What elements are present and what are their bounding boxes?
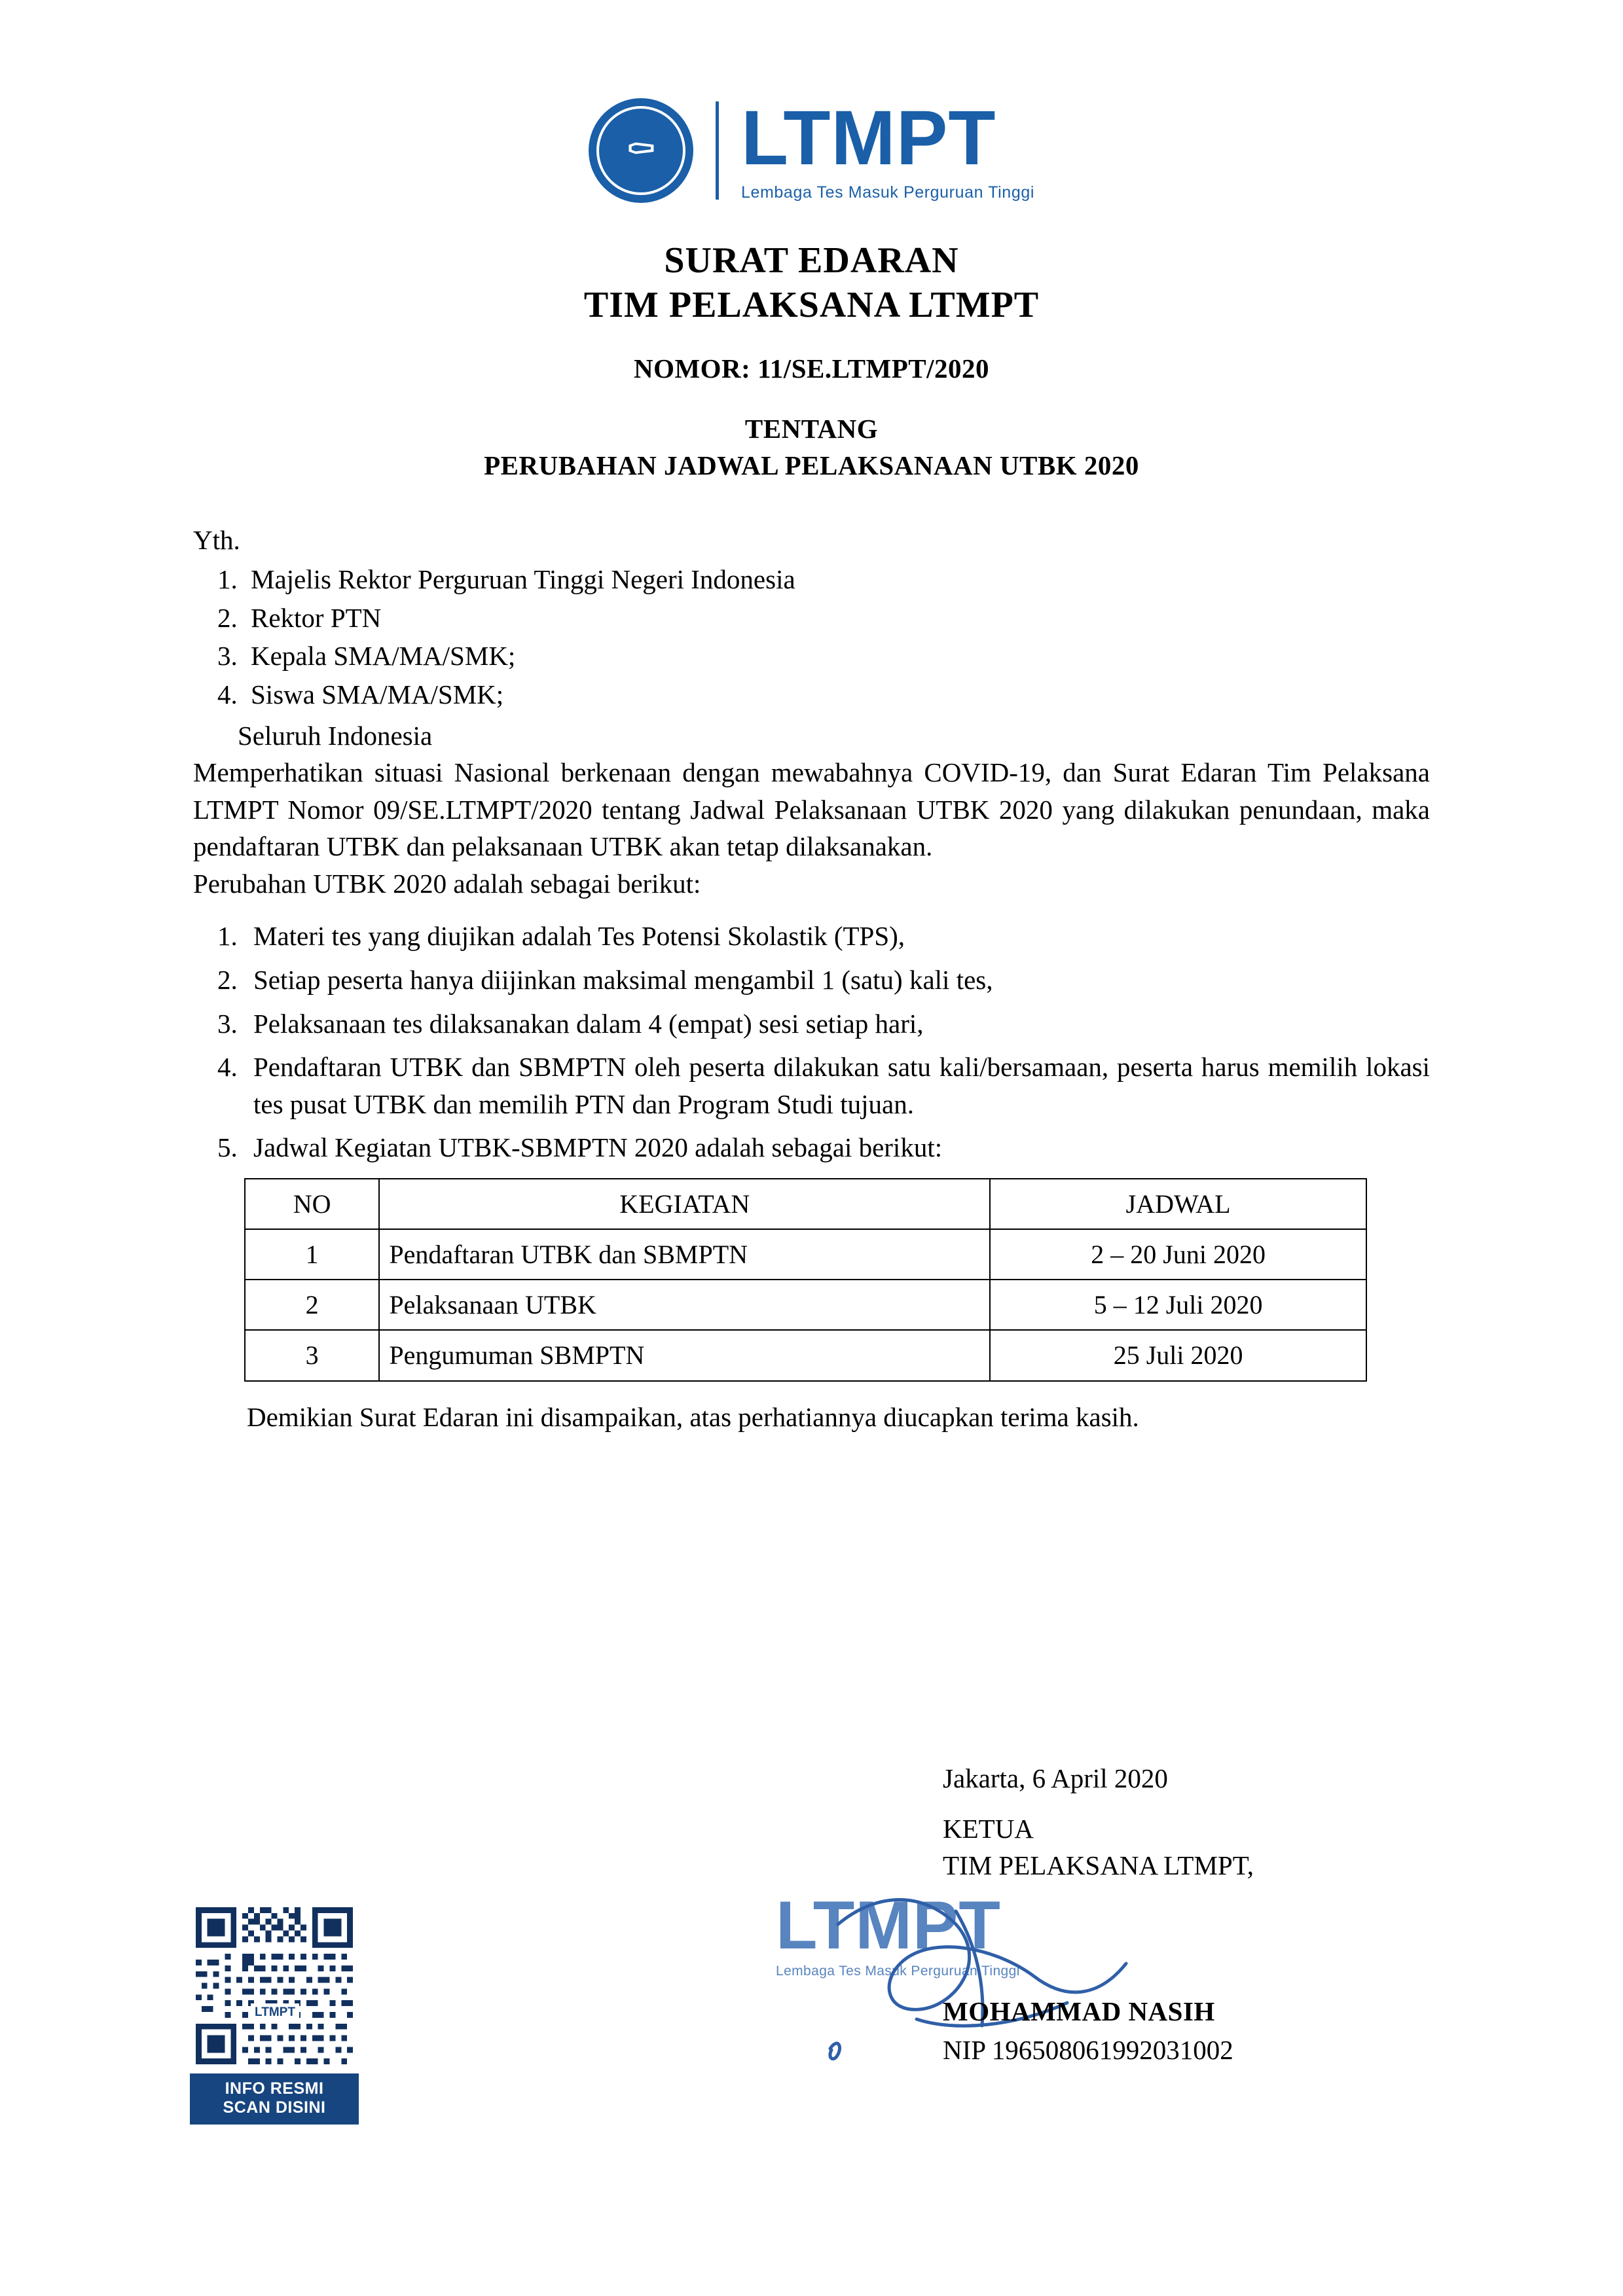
table-row bbox=[245, 1229, 1366, 1280]
qr-code-icon[interactable] bbox=[190, 1901, 359, 2070]
cell-jadwal: 2 – 20 Juni 2020 bbox=[990, 1229, 1366, 1280]
schedule-table bbox=[244, 1178, 1367, 1382]
paragraph-2: Perubahan UTBK 2020 adalah sebagai berikut: bbox=[193, 868, 701, 899]
tutwuri-handayani-emblem-icon bbox=[589, 98, 693, 203]
signatory-nip: NIP 196508061992031002 bbox=[943, 2035, 1233, 2066]
column-header-kegiatan: KEGIATAN bbox=[379, 1179, 990, 1229]
qr-caption-line-1: INFO RESMI bbox=[225, 2079, 324, 2098]
cell-jadwal: 5 – 12 Juli 2020 bbox=[990, 1280, 1366, 1330]
ltmpt-wordmark-text: LTMPT bbox=[741, 94, 996, 181]
emblem-inner: ⚰ bbox=[596, 106, 685, 195]
cell-jadwal: 25 Juli 2020 bbox=[990, 1330, 1366, 1380]
list-item-with-table bbox=[244, 1129, 1430, 1381]
document-header-logo bbox=[0, 0, 1623, 203]
salutation: Yth. bbox=[193, 524, 240, 555]
ltmpt-wordmark bbox=[741, 94, 1034, 202]
qr-caption-line-2: SCAN DISINI bbox=[223, 2098, 326, 2117]
table-row bbox=[245, 1280, 1366, 1330]
table-header-row bbox=[245, 1179, 1366, 1229]
cell-kegiatan: Pendaftaran UTBK dan SBMPTN bbox=[379, 1229, 990, 1280]
list-item: 3. Kepala SMA/MA/SMK; bbox=[244, 637, 1430, 675]
cell-kegiatan: Pengumuman SBMPTN bbox=[379, 1330, 990, 1380]
paragraph-1: Memperhatikan situasi Nasional berkenaan dengan mewabahnya COVID-19, dan Surat Edaran Tim Pelaksana LTMPT Nomor 09/SE.LTMPT/2020 tentang Jadwal Pelaksanaan UTBK 2020 yang dilakukan penundaan, maka pendaftaran UTBK dan pelaksanaan UTBK akan tetap dilaksanakan. bbox=[193, 757, 1430, 862]
list-item: 4. Siswa SMA/MA/SMK; bbox=[244, 676, 1430, 713]
recipients-footer: Seluruh Indonesia bbox=[238, 720, 433, 751]
list-item: 1. Majelis Rektor Perguruan Tinggi Negeri Indonesia bbox=[244, 561, 1430, 598]
ltmpt-stamp-wordmark: LTMPT bbox=[776, 1888, 1001, 1964]
list-item-label: Jadwal Kegiatan UTBK-SBMPTN 2020 adalah sebagai berikut: bbox=[253, 1132, 943, 1163]
title-subject: PERUBAHAN JADWAL PELAKSANAAN UTBK 2020 bbox=[484, 450, 1139, 480]
document-title-block bbox=[0, 238, 1623, 481]
title-line-2: TIM PELAKSANA LTMPT bbox=[583, 285, 1040, 326]
list-item: 4. Pendaftaran UTBK dan SBMPTN oleh peserta dilakukan satu kali/bersamaan, peserta harus memilih lokasi tes pusat UTBK dan memilih PTN dan Program Studi tujuan. bbox=[244, 1049, 1430, 1122]
signature-title-line-2: TIM PELAKSANA LTMPT, bbox=[943, 1850, 1254, 1880]
qr-caption bbox=[190, 2073, 359, 2125]
column-header-jadwal: JADWAL bbox=[990, 1179, 1366, 1229]
table-row bbox=[245, 1330, 1366, 1380]
document-body bbox=[193, 522, 1430, 1436]
list-item: 1. Materi tes yang diujikan adalah Tes Potensi Skolastik (TPS), bbox=[244, 918, 1430, 955]
cell-kegiatan: Pelaksanaan UTBK bbox=[379, 1280, 990, 1330]
list-item: 2. Setiap peserta hanya diijinkan maksimal mengambil 1 (satu) kali tes, bbox=[244, 961, 1430, 999]
document-number: NOMOR: 11/SE.LTMPT/2020 bbox=[633, 353, 990, 384]
ltmpt-stamp-tagline: Lembaga Tes Masuk Perguruan Tinggi bbox=[776, 1964, 1020, 1979]
list-item: 3. Pelaksanaan tes dilaksanakan dalam 4 (empat) sesi setiap hari, bbox=[244, 1005, 1430, 1043]
recipient-list bbox=[193, 561, 1430, 713]
closing-paragraph: Demikian Surat Edaran ini disampaikan, atas perhatiannya diucapkan terima kasih. bbox=[247, 1401, 1139, 1432]
column-header-no: NO bbox=[245, 1179, 379, 1229]
qr-code-block[interactable] bbox=[190, 1901, 360, 2125]
signature-title-line-1: KETUA bbox=[943, 1814, 1034, 1844]
changes-list bbox=[193, 918, 1430, 1381]
cell-no: 3 bbox=[245, 1330, 379, 1380]
signature-block bbox=[943, 1761, 1427, 2069]
list-item: 2. Rektor PTN bbox=[244, 600, 1430, 637]
logo-divider bbox=[716, 101, 719, 200]
cell-no: 1 bbox=[245, 1229, 379, 1280]
ltmpt-tagline: Lembaga Tes Masuk Perguruan Tinggi bbox=[741, 183, 1034, 202]
qr-center-badge: LTMPT bbox=[251, 2003, 299, 2022]
title-line-1: SURAT EDARAN bbox=[664, 240, 959, 281]
title-tentang: TENTANG bbox=[744, 413, 879, 444]
signature-place-date: Jakarta, 6 April 2020 bbox=[943, 1763, 1168, 1793]
signatory-name: MOHAMMAD NASIH bbox=[943, 1996, 1215, 2027]
cell-no: 2 bbox=[245, 1280, 379, 1330]
